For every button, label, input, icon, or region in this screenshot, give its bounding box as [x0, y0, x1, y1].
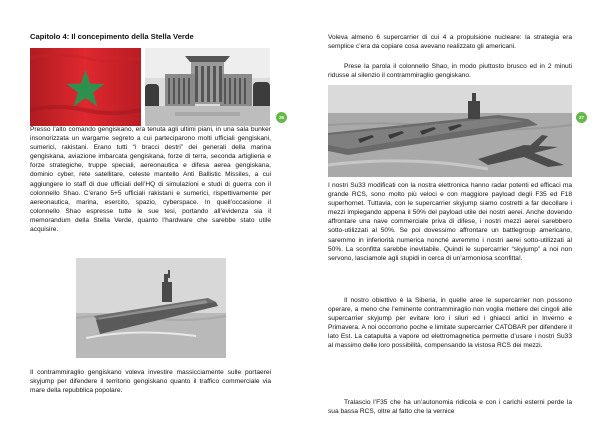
right-paragraph-4: Il nostro obiettivo è la Siberia, in quelle aree le supercarrier non possono operare, a meno che l’eminente contrammiraglio non voglia mettere dei cingoli alle supercarrier skyjump per evitare loro i siluri ed i ghiacci artici in Inverno e Primavera. A noi occorrono poche e limitate supercarrier CATOBAR per difendere il lato Est. La catapulta a vapore od elettromagnetica permette d’usare i nostri Su33 al massimo delle loro possibilità, compensando la vistosa RCS dei mezzi. [328, 297, 572, 350]
right-paragraph-2: Prese la parola il colonnello Shao, in modo piuttosto brusco ed in 2 minuti ridusse al silenzio il contrammiraglio gengiskano. [328, 63, 572, 80]
right-paragraph-1: Voleva almeno 6 supercarrier di cui 4 a propulsione nucleare: la strategia era semplice c’era da copiare cosa avevano realizzato gli americani. [328, 34, 572, 51]
aircraft-carrier-photo [76, 258, 226, 358]
left-paragraph-1: Presso l’alto comando gengiskano, era tenuta agli ultimi piani, in una sala bunker insonorizzata un wargame segreto a cui parteciparono molti ufficiali gengiskani, sumerici, rakistani. Erano tutti “i bracci destri” dei generali della marina gengiskana, aviazione imbarcata gengiskana, forze di terra, seconda artiglieria e forze strategiche, truppe speciali, aereonautica e difesa aerea gengiskana, dominio cyber, rete satellitare, celeste mantello Anti Ballistic Missiles, a cui aggiungere lo staff di due ufficiali dell’HQ di simulazioni e studi di guerra con il colonnello Shao. C’erano 5+5 ufficiali rakistani e sumerici, rispettivamente per aereonautica, marina, esercito, spazio, cyberspace. In quell’occasione il colonnello Shao espresse tutte le sue tesi, portando all’evidenza sia il memorandum della Stella Verde, quanto l’hardware che sarebbe stato utile acquisire. [30, 126, 271, 234]
building-graphic [145, 48, 270, 126]
government-building-photo [145, 48, 270, 126]
carrier-jets-graphic [328, 85, 572, 177]
right-page [300, 0, 600, 424]
carrier-graphic [76, 258, 226, 358]
carrier-with-jets-photo [328, 85, 572, 177]
flag-graphic [30, 48, 141, 126]
page-number-badge-right: 27 [576, 112, 587, 123]
left-paragraph-2: Il contrammiraglio gengiskano voleva investire massicciamente sulle portaerei skyjump per difendere il territorio gengiskano quanto il traffico commerciale via mare della repubblica popolare. [30, 369, 271, 395]
chapter-title: Capitolo 4: Il concepimento della Stella Verde [30, 32, 194, 41]
page-number-badge-left: 26 [276, 112, 287, 123]
flag-image [30, 48, 141, 126]
right-paragraph-5: Tralascio l’F35 che ha un’autonomia ridicola e con i carichi esterni perde la sua bassa RCS, oltre al fatto che la vernice [328, 399, 572, 416]
right-paragraph-3: I nostri Su33 modificati con la nostra elettronica hanno radar potenti ed efficaci ma grande RCS, sono molto più veloci e con maggiore payload degli F35 ed F18 superhornet. Tuttavia, con le supercarrier skyjump siamo costretti a far decollare i mezzi impiegando appena il 50% del payload utile dei nostri aerei. Anche dovendo affrontare una nave commerciale priva di difese, i nostri mezzi aerei sarebbero sotto-utilizzati al 50%. Se poi dovessimo affrontare un battlegroup americano, saremmo in inferiorità numerica nonché avremmo i nostri aerei sotto-utilizzati al 50%. La sconfitta sarebbe inevitabile. Quindi le supercarrier “skyjump” a noi non servono, lasciamole agli stupidi in cerca di un’armoniosa sconfitta!. [328, 182, 572, 262]
